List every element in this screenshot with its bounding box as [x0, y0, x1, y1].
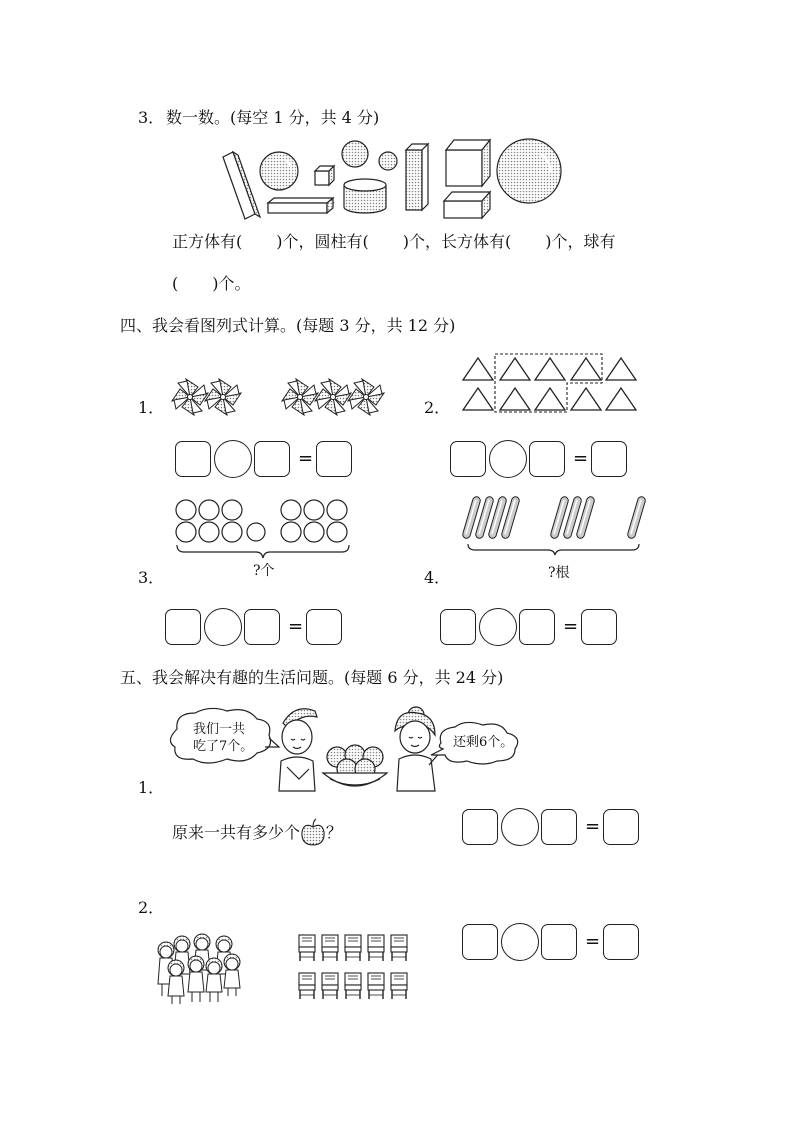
chair-icon [391, 935, 407, 961]
pinwheels-illustration [170, 375, 410, 425]
equals-sign: = [585, 931, 601, 952]
pinwheel-icon [172, 379, 208, 415]
equals-sign: = [298, 448, 314, 469]
section-4-title: 四、我会看图列式计算。(每题 3 分，共 12 分) [120, 316, 456, 335]
pinwheel-icon [348, 379, 384, 415]
triangle-shape [535, 388, 565, 410]
sticks-total-label: ?根 [548, 565, 570, 581]
speech-text-left-line-1: 我们一共 [193, 722, 246, 737]
large-sphere-shape [497, 139, 561, 203]
answer-box[interactable] [306, 609, 342, 645]
question-4-1-number: 1． [138, 398, 165, 417]
stick-icon [628, 497, 646, 539]
chair-icon [345, 935, 361, 961]
equals-sign: = [288, 616, 304, 637]
brace-under-sticks [468, 544, 639, 555]
question-3-title: 数一数。(每空 1 分，共 4 分) [166, 108, 380, 127]
question-4-2-number: 2． [424, 398, 451, 417]
operator-circle[interactable] [214, 440, 252, 478]
apple-icon [300, 818, 326, 846]
answer-box[interactable] [175, 441, 211, 477]
answer-box[interactable] [541, 809, 577, 845]
operator-circle[interactable] [204, 608, 242, 646]
small-cube-shape [315, 166, 334, 185]
answer-box[interactable] [581, 609, 617, 645]
apple-basket [323, 745, 387, 786]
pinwheel-icon [315, 379, 351, 415]
cube-shape [446, 140, 490, 186]
question-5-1-number: 1． [138, 778, 165, 797]
question-5-2-number: 2． [138, 898, 165, 917]
answer-box[interactable] [529, 441, 565, 477]
answer-box[interactable] [462, 924, 498, 960]
triangle-shape [500, 388, 530, 410]
triangle-shape [500, 358, 530, 380]
triangle-shape [463, 358, 493, 380]
section-5-title: 五、我会解决有趣的生活问题。(每题 6 分，共 24 分) [120, 668, 504, 687]
triangle-shape [571, 388, 601, 410]
pinwheel-icon [282, 379, 318, 415]
boy-figure [279, 709, 317, 791]
answer-box[interactable] [450, 441, 486, 477]
answer-box[interactable] [519, 609, 555, 645]
triangle-shape [606, 358, 636, 380]
question-4-3-number: 3． [138, 568, 165, 587]
speech-text-right: 还剩6个。 [453, 735, 514, 750]
answer-box[interactable] [462, 809, 498, 845]
chairs-illustration [297, 930, 417, 1010]
chair-icon [345, 973, 361, 999]
count-line-1: 正方体有( )个，圆柱有( )个，长方体有( )个，球有 [172, 232, 616, 251]
answer-box[interactable] [541, 924, 577, 960]
triangle-shape [463, 388, 493, 410]
question-4-4-number: 4． [424, 568, 451, 587]
operator-circle[interactable] [501, 808, 539, 846]
tilted-cuboid-shape [223, 152, 260, 219]
triangle-shape [535, 358, 565, 380]
answer-box[interactable] [254, 441, 290, 477]
box-cuboid-shape [444, 192, 490, 218]
brace-under-circles [177, 545, 349, 558]
answer-box[interactable] [603, 809, 639, 845]
operator-circle[interactable] [489, 440, 527, 478]
triangles-illustration [458, 352, 658, 412]
answer-box[interactable] [244, 609, 280, 645]
triangle-shape [571, 358, 601, 380]
chair-icon [322, 935, 338, 961]
question-5-1-text: 原来一共有多少个 ？ [172, 818, 342, 846]
speech-text-left-line-2: 吃了7个。 [193, 739, 254, 754]
children-group-illustration [152, 932, 252, 1007]
equals-sign: = [585, 816, 601, 837]
answer-box[interactable] [316, 441, 352, 477]
question-3-number: 3． [138, 108, 165, 127]
sphere-shape [342, 141, 368, 167]
sticks-illustration [460, 493, 660, 573]
tall-cuboid-shape [406, 144, 428, 210]
circles-total-label: ?个 [253, 563, 275, 579]
equals-sign: = [563, 616, 579, 637]
equals-sign: = [573, 448, 589, 469]
chair-icon [299, 973, 315, 999]
cylinder-shape [344, 179, 386, 213]
operator-circle[interactable] [479, 608, 517, 646]
answer-box[interactable] [165, 609, 201, 645]
chair-icon [322, 973, 338, 999]
flat-cuboid-shape [268, 198, 333, 213]
chair-icon [368, 935, 384, 961]
sphere-shape [379, 152, 397, 170]
girl-figure [395, 707, 441, 791]
chair-icon [391, 973, 407, 999]
count-line-2: ( )个。 [172, 274, 251, 293]
answer-box[interactable] [591, 441, 627, 477]
chair-icon [368, 973, 384, 999]
answer-box[interactable] [603, 924, 639, 960]
chair-icon [299, 935, 315, 961]
sphere-shape [260, 152, 298, 190]
triangle-shape [606, 388, 636, 410]
pinwheel-icon [205, 379, 241, 415]
operator-circle[interactable] [501, 923, 539, 961]
answer-box[interactable] [440, 609, 476, 645]
